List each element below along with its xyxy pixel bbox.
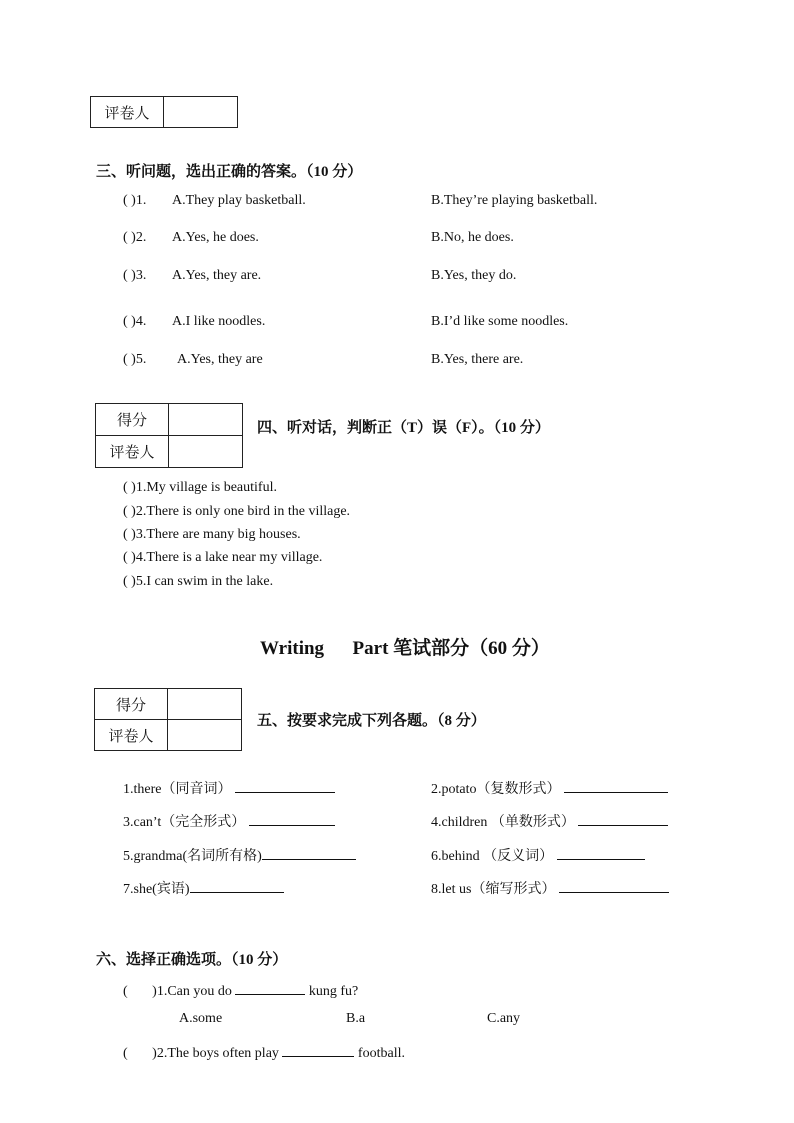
section5-item-2-text: 2.potato（复数形式） <box>431 782 561 797</box>
section4-title: 四、听对话，判断正（T）误（F）。（10 分） <box>257 420 550 436</box>
section4-item-3[interactable]: ( )3.There are many big houses. <box>123 527 301 542</box>
section5-item-1 <box>123 778 335 798</box>
score-label: 得分 <box>95 689 168 720</box>
section3-title: 三、听问题，选出正确的答案。（10 分） <box>96 164 363 180</box>
section5-item-5 <box>123 845 356 865</box>
section5-item-1-text: 1.there（同音词） <box>123 782 232 797</box>
grader-label: 评卷人 <box>95 720 168 751</box>
section5-item-3-text: 3.can’t（完全形式） <box>123 815 246 830</box>
section3-q2-number[interactable]: ( )2. <box>123 230 147 245</box>
section5-item-6-text: 6.behind （反义词） <box>431 849 554 864</box>
section3-q1-option-b: B.They’re playing basketball. <box>431 193 598 208</box>
answer-blank-3[interactable] <box>249 811 335 826</box>
section3-q1-option-a: A.They play basketball. <box>172 193 306 208</box>
section4-item-2[interactable]: ( )2.There is only one bird in the village. <box>123 504 351 519</box>
section5-item-4-text: 4.children （单数形式） <box>431 815 575 830</box>
section5-item-8 <box>431 878 669 898</box>
section6-q2-suffix: football. <box>354 1046 405 1061</box>
section6-q2 <box>123 1042 405 1062</box>
section3-q4-number[interactable]: ( )4. <box>123 314 147 329</box>
grader-input-cell[interactable] <box>169 436 243 468</box>
answer-blank-2[interactable] <box>564 778 668 793</box>
section4-item-4[interactable]: ( )4.There is a lake near my village. <box>123 550 323 565</box>
section6-title: 六、选择正确选项。（10 分） <box>96 952 288 968</box>
section5-title: 五、按要求完成下列各题。（8 分） <box>257 713 486 729</box>
section6-q1-suffix: kung fu? <box>305 984 359 999</box>
section6-q1-option-a[interactable]: A.some <box>179 1011 223 1026</box>
grader-input-cell[interactable] <box>168 720 242 751</box>
answer-blank-5[interactable] <box>262 845 356 860</box>
section3-q3-number[interactable]: ( )3. <box>123 268 147 283</box>
answer-blank-1[interactable] <box>235 778 335 793</box>
score-label: 得分 <box>96 404 169 436</box>
grader-input-cell[interactable] <box>164 97 238 128</box>
section3-q2-option-b: B.No, he does. <box>431 230 514 245</box>
score-table-section4 <box>95 403 243 468</box>
grader-table-top <box>90 96 238 128</box>
section3-q5-option-a: A.Yes, they are <box>177 352 263 367</box>
answer-blank-7[interactable] <box>190 878 284 893</box>
section5-item-6 <box>431 845 645 865</box>
section5-item-7 <box>123 878 284 898</box>
writing-part-heading <box>260 633 550 660</box>
section5-item-4 <box>431 811 668 831</box>
answer-blank-8[interactable] <box>559 878 669 893</box>
answer-blank-4[interactable] <box>578 811 668 826</box>
section5-item-7-text: 7.she(宾语) <box>123 882 190 897</box>
section6-q1 <box>123 980 358 1000</box>
answer-blank-6[interactable] <box>557 845 645 860</box>
section3-q5-number[interactable]: ( )5. <box>123 352 147 367</box>
section5-item-3 <box>123 811 335 831</box>
section3-q3-option-a: A.Yes, they are. <box>172 268 262 283</box>
section3-q3-option-b: B.Yes, they do. <box>431 268 517 283</box>
section3-q5-option-b: B.Yes, there are. <box>431 352 524 367</box>
section6-q1-prefix: ( )1.Can you do <box>123 984 236 999</box>
writing-part-cn: 笔试部分（60 分） <box>388 638 550 659</box>
section5-item-5-text: 5.grandma(名词所有格) <box>123 849 262 864</box>
section3-q1-number[interactable]: ( )1. <box>123 193 147 208</box>
section5-item-2 <box>431 778 668 798</box>
section4-item-5[interactable]: ( )5.I can swim in the lake. <box>123 574 274 589</box>
section6-q1-option-b[interactable]: B.a <box>346 1011 366 1026</box>
score-input-cell[interactable] <box>168 689 242 720</box>
score-table-section5 <box>94 688 242 751</box>
section6-q1-blank[interactable] <box>235 980 305 995</box>
grader-label: 评卷人 <box>91 97 164 128</box>
section5-item-8-text: 8.let us（缩写形式） <box>431 882 556 897</box>
score-input-cell[interactable] <box>169 404 243 436</box>
section3-q4-option-b: B.I’d like some noodles. <box>431 314 569 329</box>
section6-q1-option-c[interactable]: C.any <box>487 1011 521 1026</box>
grader-label: 评卷人 <box>96 436 169 468</box>
section6-q2-blank[interactable] <box>282 1042 354 1057</box>
section4-item-1[interactable]: ( )1.My village is beautiful. <box>123 480 277 495</box>
section3-q4-option-a: A.I like noodles. <box>172 314 266 329</box>
section6-q2-prefix: ( )2.The boys often play <box>123 1046 283 1061</box>
section3-q2-option-a: A.Yes, he does. <box>172 230 259 245</box>
writing-part-en: Writing Part <box>260 638 389 659</box>
